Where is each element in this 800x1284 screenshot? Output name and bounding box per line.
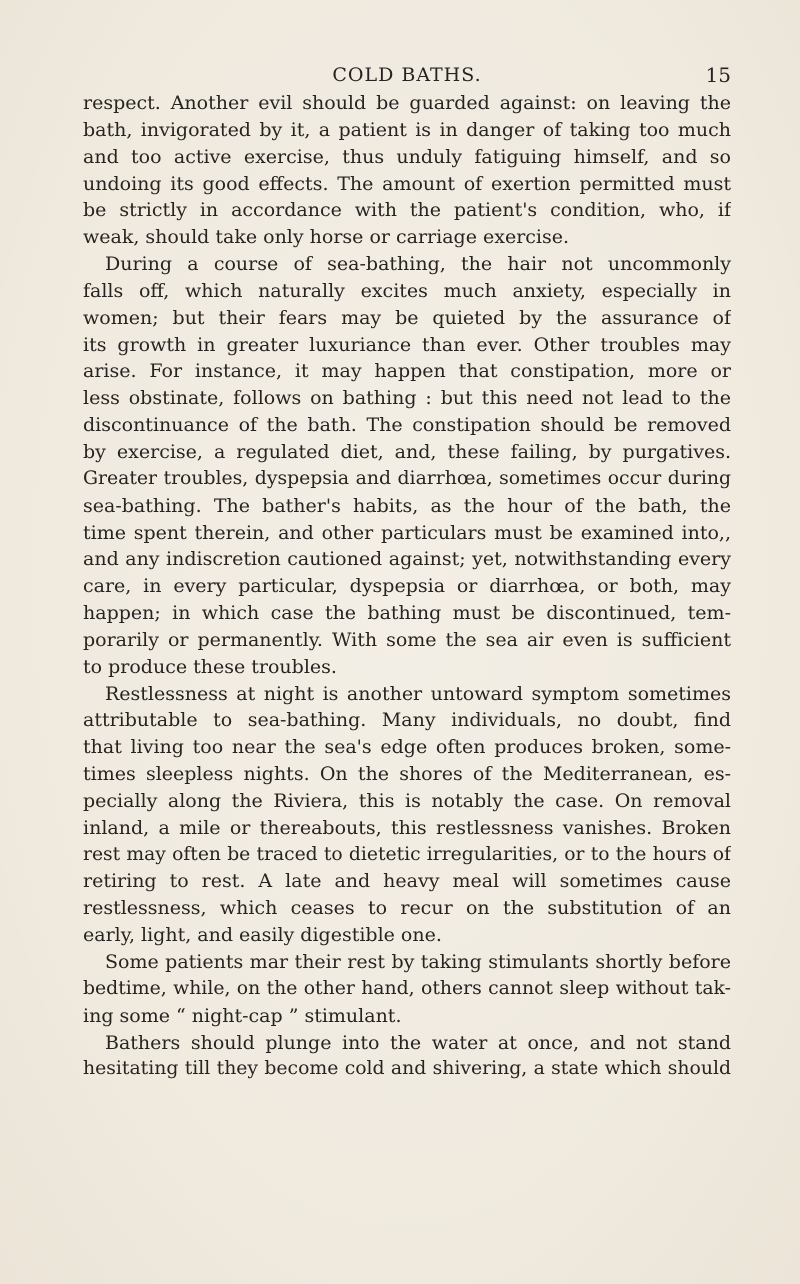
text-line: undoing its good effects. The amount of exertion permitted must [83,172,731,195]
page-number: 15 [705,63,731,87]
text-line: pecially along the Riviera, this is notably the case. On removal [83,789,731,812]
text-line: time spent therein, and other particulars must be examined into,, [83,521,731,544]
text-line: restlessness, which ceases to recur on the substitution of an [83,897,731,920]
text-line: sea-bathing. The bather's habits, as the hour of the bath, the [83,494,731,517]
text-line: by exercise, a regulated diet, and, these failing, by purgatives. [83,440,731,463]
text-line: arise. For instance, it may happen that constipation, more or [83,360,731,383]
text-line: care, in every particular, dyspepsia or diarrhœa, or both, may [83,575,731,598]
text-line: weak, should take only horse or carriage exercise. [83,226,570,249]
text-line: and too active exercise, thus unduly fatiguing himself, and so [83,145,731,168]
text-line: ing some “ night-cap ” stimulant. [83,1004,402,1027]
text-line: respect. Another evil should be guarded against: on leaving the [83,92,731,114]
text-line: women; but their fears may be quieted by the assurance of [83,306,731,329]
text-line: and any indiscretion cautioned against; yet, notwithstanding every [83,548,731,571]
body-text [83,90,731,1083]
text-line: Greater troubles, dyspepsia and diarrhœa, sometimes occur during [83,467,731,489]
text-line: porarily or permanently. With some the sea air even is sufficient [83,628,731,651]
text-line: bedtime, while, on the other hand, others cannot sleep without tak- [83,977,731,999]
text-line: discontinuance of the bath. The constipation should be removed [83,414,731,437]
text-line: happen; in which case the bathing must be discontinued, tem- [83,602,731,625]
text-line: Some patients mar their rest by taking stimulants shortly before [105,951,731,973]
text-line: falls off, which naturally excites much anxiety, especially in [83,279,731,302]
text-line: be strictly in accordance with the patient's condition, who, if [83,199,731,222]
text-line: rest may often be traced to dietetic irregularities, or to the hours of [83,843,731,865]
text-line: that living too near the sea's edge often produces broken, some- [83,736,731,759]
text-line: bath, invigorated by it, a patient is in danger of taking too much [83,118,731,141]
text-line: its growth in greater luxuriance than ever. Other troubles may [83,333,731,356]
text-line: less obstinate, follows on bathing : but this need not lead to the [83,387,731,410]
text-line: inland, a mile or thereabouts, this restlessness vanishes. Broken [83,816,731,839]
running-title: COLD BATHS. [332,64,482,86]
text-line: early, light, and easily digestible one. [83,924,442,947]
text-line: to produce these troubles. [83,655,337,678]
text-line: retiring to rest. A late and heavy meal will sometimes cause [83,870,731,893]
text-line: During a course of sea-bathing, the hair not uncommonly [105,253,731,276]
text-line: Restlessness at night is another untoward symptom sometimes [105,682,731,705]
text-line: times sleepless nights. On the shores of the Mediterranean, es- [83,763,731,786]
text-line: Bathers should plunge into the water at once, and not stand [105,1031,731,1054]
text-line: attributable to sea-bathing. Many individuals, no doubt, find [83,709,731,732]
running-head [83,60,731,90]
text-line: hesitating till they become cold and shivering, a state which should [83,1058,731,1080]
